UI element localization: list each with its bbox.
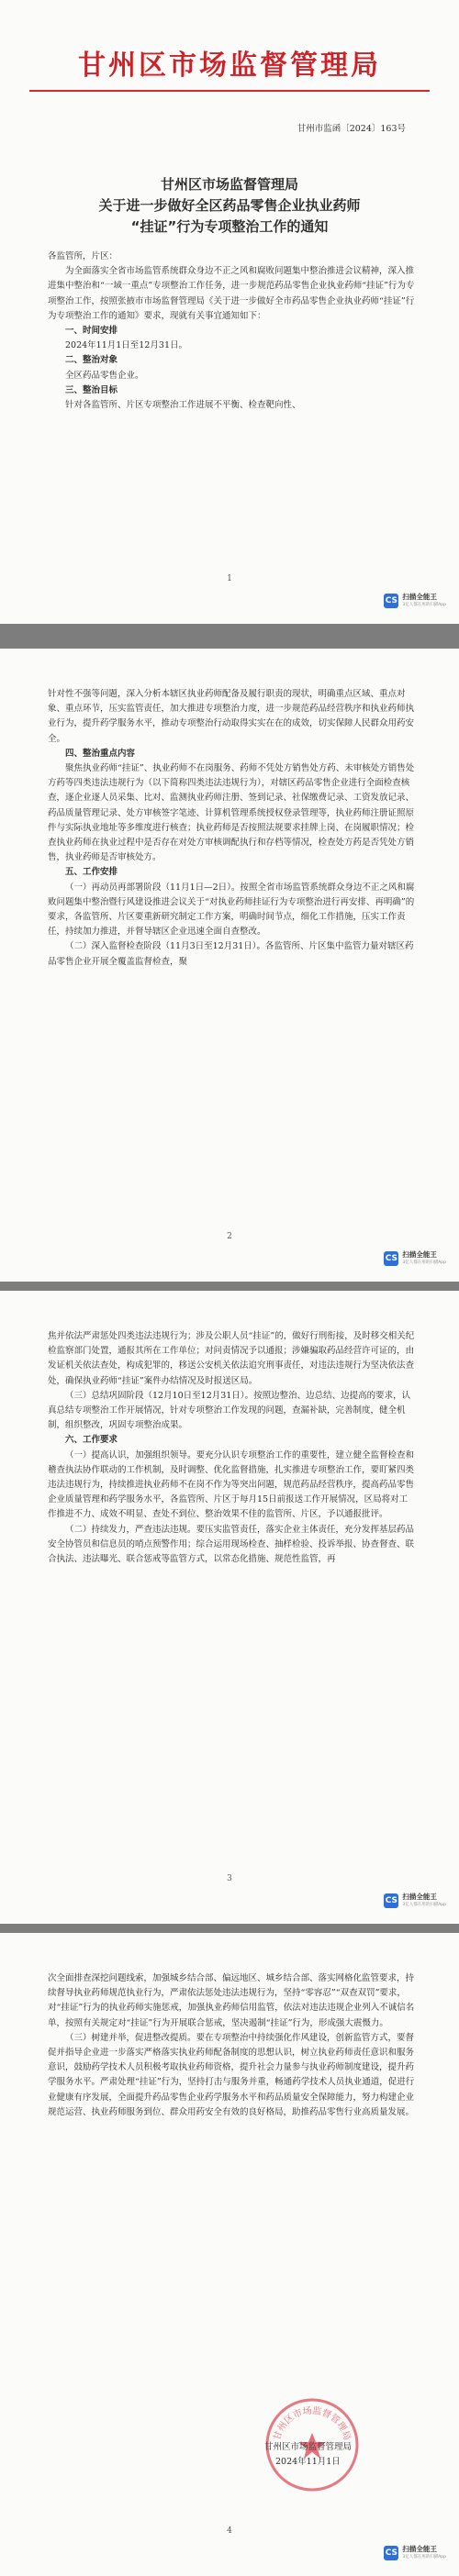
document-number: 甘州市监函〔2024〕163号 (297, 124, 406, 134)
scanner-subtitle: 3亿人都在用的扫描App (402, 1260, 446, 1265)
scanner-watermark (384, 2545, 446, 2561)
paragraph: 为全面落实全省市场监管系统群众身边不正之风和腐败问题集中整治推进会议精神，深入推进集中整治和“一域一重点”专项整治工作任务，进一步规范药品零售企业执业药师“挂证”行为专项整治工作，按照张掖市市场监督管理局《关于进一步做好全市药品零售企业执业药师“挂证”行为专项整治工作的通知》要求，现就有关事宜通知如下： (48, 266, 415, 321)
section-heading: 一、时间安排 (65, 326, 118, 337)
scanner-app-icon: CS (384, 1251, 398, 1266)
paragraph: 次全面排查深挖问题线索，加强城乡结合部、偏远地区、城乡结合部、落实网格化监管要求，持续督导执业药师规范执业行为，严肃依法惩处违法违规行为，坚持“零容忍”“双查双罚”要求，对“挂证”行为的执业药师实施惩戒，加强执业药师信用监管，依法对违法违规企业列入不诚信名单，按照有关规定对“挂证”行为开展联合惩戒，坚决遏制“挂证”行为，形成强大震慑力。 (48, 1973, 415, 2028)
scanner-subtitle: 3亿人都在用的扫描App (402, 2555, 446, 2559)
scanner-subtitle: 3亿人都在用的扫描App (402, 1903, 446, 1907)
scanner-watermark (384, 1893, 446, 1909)
scanner-name: 扫描全能王 (402, 1893, 437, 1901)
section-heading: 四、整治重点内容 (65, 748, 136, 759)
page-number: 3 (227, 1874, 232, 1883)
seal-text: 甘州区市场监督管理局 (272, 2405, 353, 2442)
document-title (0, 174, 459, 238)
paragraph: 针对各监管所、片区专项整治工作进展不平衡、检查靶向性、 (65, 400, 301, 411)
scanner-watermark (384, 1250, 446, 1267)
scanner-app-icon: CS (384, 2546, 398, 2560)
paragraph: 针对性不强等问题，深入分析本辖区执业药师配备及履行职责的现状，明确重点区域、重点对象、重点环节，压实监管责任，加大推进专项整治力度，进一步规范药品经营秩序和执业药师执业行为，提升药学服务水平，推动专项整治行动取得实实在在的成效，切实保障人民群众用药安全。 (48, 689, 415, 744)
letterhead-title: 甘州区市场监督管理局 (78, 50, 381, 82)
section-heading: 三、整治目标 (65, 384, 118, 395)
scanner-name: 扫描全能王 (402, 593, 437, 601)
scanner-name: 扫描全能王 (402, 2545, 437, 2553)
signature-date: 2024年11月1日 (275, 2457, 341, 2467)
document-page-4 (0, 1933, 459, 2576)
page-number: 1 (227, 574, 232, 583)
letterhead-red-rule (29, 90, 430, 92)
paragraph: （一）提高认识，加强组织领导。要充分认识专项整治工作的重要性，建立健全监督检查和稽查执法协作联动的工作机制，及时调整、优化监督措施，扎实推进专项整治工作，要盯紧四类违法违规行为，持续推进执业药师不在岗不作为等突出问题，规范药品经营秩序，提高药品零售企业质量管理和药学服务水平，各监管所、片区于每月15日前报送工作开展情况，区局将对工作推进不力、成效不明显、查处不到位、整治效果不佳的监管所、片区，予以通报批评。 (48, 1449, 415, 1520)
signature-block (264, 2440, 402, 2470)
document-page-1 (0, 0, 459, 624)
page-number: 4 (227, 2526, 232, 2536)
document-page-2 (0, 649, 459, 1282)
paragraph: （二）深入监督检查阶段（11月3日至12月31日）。各监管所、片区集中监管力量对辖区药品零售企业开展全覆盖监督检查，聚 (48, 941, 414, 967)
signature-organization: 甘州区市场监督管理局 (264, 2442, 353, 2452)
paragraph: 2024年11月1日至12月31日。 (65, 340, 187, 351)
title-line-2: 关于进一步做好全区药品零售企业执业药师 (98, 197, 361, 214)
paragraph: 各监管所，片区： (48, 251, 118, 261)
paragraph: 焦并依法严肃惩处四类违法违规行为；涉及公职人员“挂证”的，做好行刑衔接，及时移交相关纪检监察部门处置，通报其所在工作单位；对问责情况予以通报；涉嫌骗取药品经营许可证的，由发证机关依法查处，构成犯罪的，移送公安机关依法追究刑事责任，对违法违规行为坚决依法查处，确保执业药师“挂证”案件办结情况及时报送区局。 (48, 1331, 415, 1386)
paragraph: （三）总结巩固阶段（12月10日至12月31日）。按照边整治、边总结、边提高的要求，认真总结专项整治工作开展情况，针对专项整治工作发现的问题，查漏补缺，完善制度，健全机制，组织整改，巩固专项整治成果。 (48, 1390, 411, 1431)
paragraph: （三）树建并举，促进整改提质。要在专项整治中持续强化作风建设，创新监管方式，要督促并指导企业进一步落实严格落实执业药师配备制度的思想认识，树立执业药师责任意识和服务意识，鼓励药学技术人员积极考取执业药师资格，提升社会力量参与执业药师制度建设，提升药学服务水平。严肃处理“挂证”行为，坚持打击与服务并重，畅通药学技术人员执业通道，促进行业健康有序发展，全面提升药品零售企业药学服务水平和药品质量安全保障能力，努力构建企业规范运营、执业药师服务到位、群众用药安全有效的良好格局，助推药品零售行业高质量发展。 (48, 2032, 415, 2117)
document-page-3 (0, 1291, 459, 1924)
paragraph: 全区药品零售企业。 (65, 370, 144, 381)
paragraph: 聚焦执业药师“挂证”、执业药师不在岗服务、药师不凭处方销售处方药、未审核处方销售处方药等四类违法违规行为（以下简称四类违法违规行为），对辖区药品零售企业进行全面检查核查，逐企业逐人员采集、比对、监测执业药师注册、签到记录、社保缴费记录、工资发放记录、药品质量管理记录、处方审核签字笔迹、计算机管理系统授权登录管理等，执业药师注册证照原件与实际执业地址等多维度进行核查；执业药师是否按照法规要求挂牌上岗、在岗履职情况；检查执业药师在执业过程中是否存在对处方审核调配执行和存档等情况，检查处方药是否凭处方销售，执业药师是否审核处方。 (48, 763, 415, 863)
scanner-app-icon: CS (384, 1893, 398, 1908)
page-1-body (48, 250, 415, 413)
page-3-body (48, 1329, 415, 1567)
scanner-app-icon: CS (384, 594, 398, 608)
page-2-body (48, 687, 415, 970)
scanner-subtitle: 3亿人都在用的扫描App (402, 603, 446, 607)
scanner-watermark (384, 593, 446, 609)
section-heading: 六、工作要求 (65, 1435, 118, 1446)
page-number: 2 (227, 1232, 232, 1241)
paragraph: （二）持续发力，严查违法违规。要压实监管责任，落实企业主体责任，充分发挥基层药品安全协管员和信息员的哨点预警作用；综合运用现场检查、抽样检验、投诉举报、协查督查、联合执法、违法曝光、联合惩戒等监管方式，以常态化措施、规范性监管，再 (48, 1524, 415, 1565)
section-heading: 五、工作安排 (65, 867, 118, 878)
page-4-body (48, 1971, 415, 2120)
title-line-3: “挂证”行为专项整治工作的通知 (130, 218, 329, 235)
scanner-name: 扫描全能王 (402, 1250, 437, 1259)
title-line-1: 甘州区市场监督管理局 (160, 176, 298, 193)
section-heading: 二、整治对象 (65, 355, 118, 366)
paragraph: （一）再动员再部署阶段（11月1日—2日）。按照全省市场监管系统群众身边不正之风和腐败问题集中整治暨行风建设推进会议关于“对执业药师挂证行为专项整治进行再安排、再明确”的要求，各监管所、片区要重新研究制定工作方案，明确时间节点，细化工作措施，压实工作责任，持续加力推进，并督导辖区企业迅速全面自查整改。 (48, 882, 415, 938)
